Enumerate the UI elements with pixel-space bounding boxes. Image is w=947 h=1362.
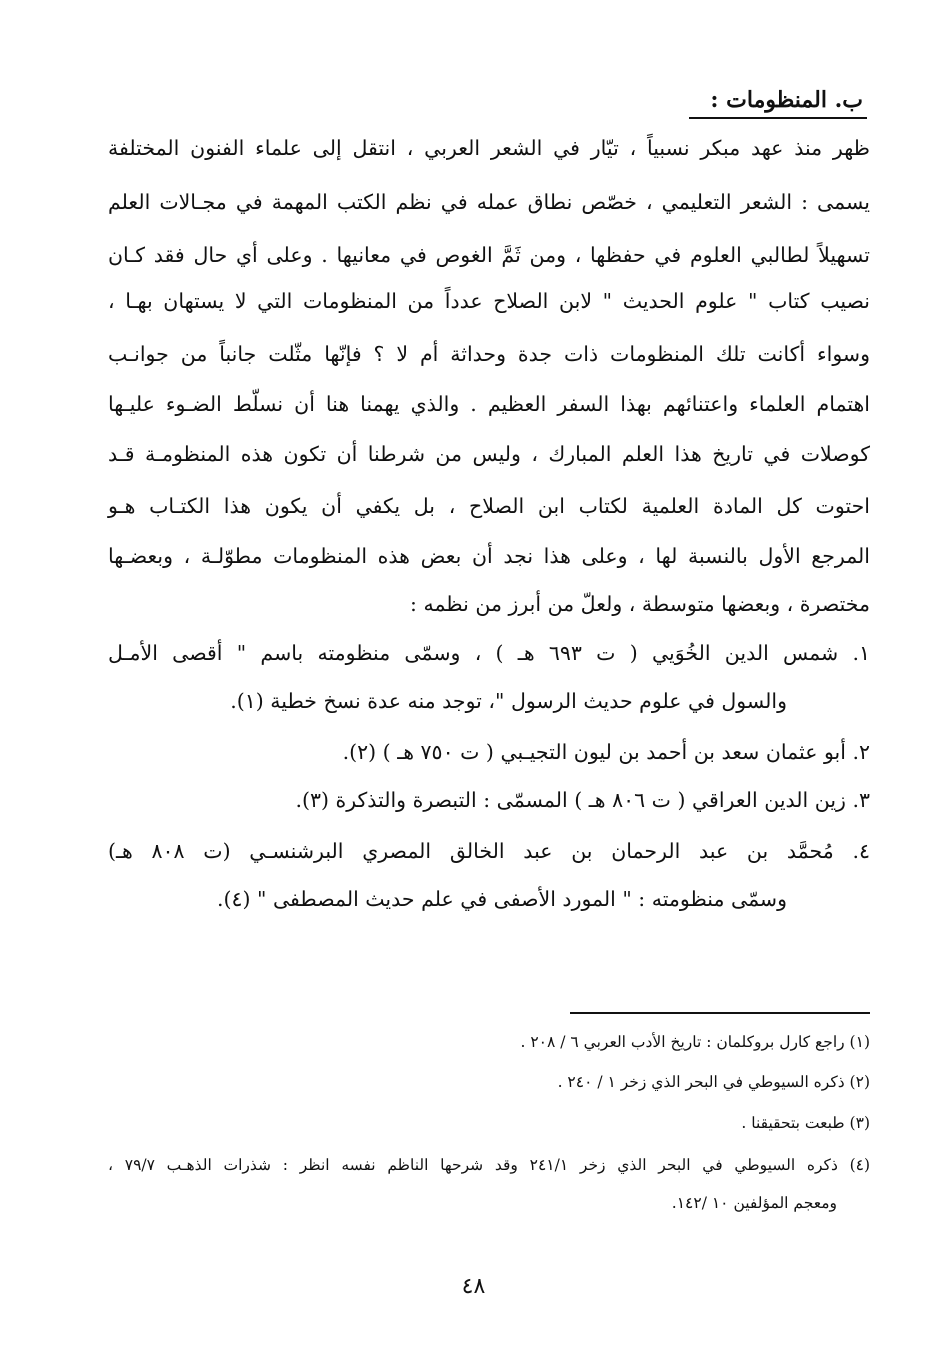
paragraph-line-last: مختصرة ، وبعضها متوسطة ، ولعلّ من أبرز من نظمه : bbox=[410, 592, 870, 616]
paragraph-line: وسواء أكانت تلك المنظومات ذات جدة وحداثة أم لا ؟ فإنّها مثّلت جانباً من جوانـب bbox=[108, 342, 870, 366]
footnote-1: (١) راجع كارل بروكلمان : تاريخ الأدب العربي ٦ / ٢٠٨ . bbox=[520, 1033, 870, 1051]
footnote-2: (٢) ذكره السيوطي في البحر الذي زخر ١ / ٢٤٠ . bbox=[557, 1073, 870, 1091]
section-heading: ب. المنظومات : bbox=[710, 87, 863, 113]
paragraph-line: تسهيلاً لطالبي العلوم في حفظها ، ومن ثَمَّ الغوص في معانيها . وعلى أي حال فقد كـان bbox=[108, 243, 870, 267]
paragraph-line: يسمى : الشعر التعليمي ، خصّص نطاق عمله في نظم الكتب المهمة في مجـالات العلم bbox=[108, 190, 870, 214]
list-item-4-line-1: ٤. مُحمَّد بن عبد الرحمان بن عبد الخالق المصري البرشنسـي (ت ٨٠٨ هـ) bbox=[108, 839, 870, 863]
page-number: ٤٨ bbox=[461, 1274, 486, 1299]
paragraph-line: نصيب كتاب " علوم الحديث " لابن الصلاح عدداً من المنظومات التي لا يستهان بهـا ، bbox=[108, 289, 870, 313]
heading-underline bbox=[689, 117, 867, 119]
list-item-1-line-2: والسول في علوم حديث الرسول "، توجد منه عدة نسخ خطية (١). bbox=[230, 689, 787, 713]
footnote-4-line-1: (٤) ذكره السيوطي في البحر الذي زخر ٢٤١/١ وقد شرحها الناظم نفسه انظر : شذرات الذهـب ٧٩/٧ ، bbox=[108, 1156, 871, 1174]
list-item-4-line-2: وسمّى منظومته : " المورد الأصفى في علم حديث المصطفى " (٤). bbox=[216, 887, 787, 911]
paragraph-line: المرجع الأول بالنسبة لها ، وعلى هذا نجد أن بعض هذه المنظومات مطوّلـة ، وبعضـها bbox=[108, 544, 870, 568]
footnote-separator bbox=[570, 1012, 870, 1014]
paragraph-line: احتوت كل المادة العلمية لكتاب ابن الصلاح ، بل يكفي أن يكون هذا الكتـاب هـو bbox=[108, 494, 870, 518]
list-item-1-line-1: ١. شمس الدين الخُوَيي ( ت ٦٩٣ هـ ) ، وسمّى منظومته باسم " أقصى الأمـل bbox=[108, 641, 870, 665]
paragraph-line: اهتمام العلماء واعتنائهم بهذا السفر العظيم . والذي يهمنا هنا أن نسلّط الضـوء عليـها bbox=[108, 392, 870, 416]
footnote-3: (٣) طبعت بتحقيقنا . bbox=[741, 1114, 870, 1132]
paragraph-line: كوصلات في تاريخ هذا العلم المبارك ، وليس من شرطنا أن تكون هذه المنظومـة قـد bbox=[108, 442, 870, 466]
footnote-4-line-2: ومعجم المؤلفين ١٠ /١٤٢. bbox=[671, 1194, 837, 1212]
list-item-2: ٢. أبو عثمان سعد بن أحمد بن ليون التجيـبي ( ت ٧٥٠ هـ ) (٢). bbox=[342, 740, 870, 764]
paragraph-line: ظهر منذ عهد مبكر نسبياً ، تيّار في الشعر العربي ، انتقل إلى علماء الفنون المختلفة bbox=[108, 136, 870, 160]
list-item-3: ٣. زين الدين العراقي ( ت ٨٠٦ هـ ) المسمّى : التبصرة والتذكرة (٣). bbox=[295, 788, 870, 812]
